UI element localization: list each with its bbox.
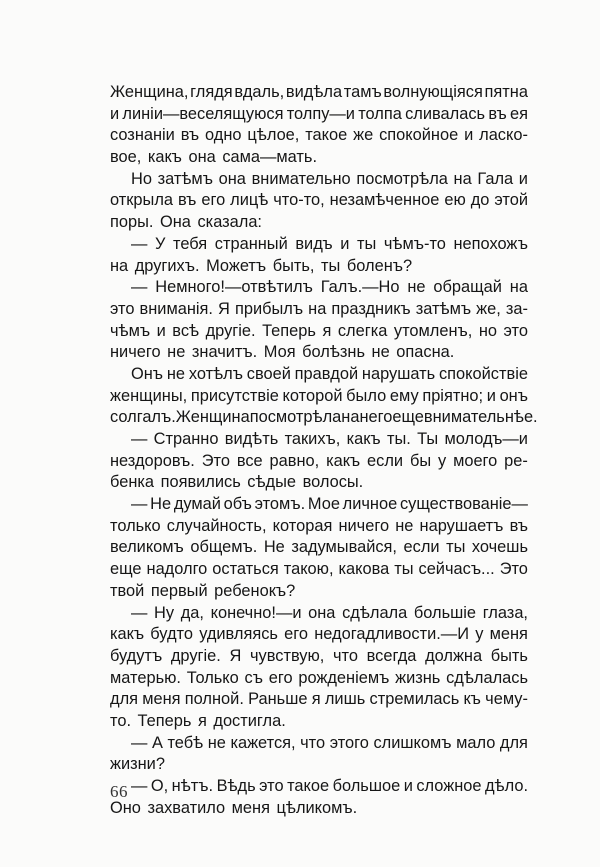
text-line: — У тебя странный видъ и ты чѣмъ-то непохожъ [131,234,528,253]
page-number: 66 [110,782,128,801]
text-line: вое, какъ она сама—мать. [110,148,318,167]
body-text [110,82,538,819]
text-line: бенка появились сѣдые волосы. [110,473,364,492]
text-line: — Странно видѣть такихъ, какъ ты. Ты молодъ—и [131,430,528,448]
text-line: женщины, присутствіе которой было ему пріятно; и онъ [110,386,528,405]
text-line: открыла въ его лицѣ что-то, незамѣченное ею до этой [110,191,528,210]
text-line: — О, нѣтъ. Вѣдь это такое большое и сложное дѣло. [131,777,528,795]
text-line: сознаніи въ одно цѣлое, такое же спокойное и ласко- [110,126,528,145]
text-line: — Ну да, конечно!—и она сдѣлала большіе глаза, [131,603,528,622]
text-line: — А тебѣ не кажется, что этого слишкомъ мало для [131,733,528,752]
text-line: для меня полной. Раньше я лишь стремилась къ чему- [110,690,528,709]
text-line: Женщина, глядя вдаль, видѣла тамъ волнующіяся пятна [110,83,528,101]
text-line: то. Теперь я достигла. [110,711,286,730]
text-line: будутъ другіе. Я чувствую, что всегда должна быть [110,646,528,665]
text-line: какъ будто удивляясь его недогадливости.—И у меня [110,625,528,644]
text-line: жизни? [110,755,165,774]
text-line: Но затѣмъ она внимательно посмотрѣла на Гала и [131,169,528,188]
text-line: только случайность, которая ничего не нарушаетъ въ [110,516,528,535]
text-line: — Немного!—отвѣтилъ Галъ.—Но не обращай на [131,278,528,297]
text-line: великомъ общемъ. Не задумывайся, если ты хочешь [110,538,528,557]
text-line: твой первый ребенокъ? [110,581,296,600]
text-line: ничего не значитъ. Моя болѣзнь не опасна. [110,343,455,362]
text-line: матерью. Только съ его рожденіемъ жизнь сдѣлалась [110,668,528,687]
text-line: на другихъ. Можетъ быть, ты боленъ? [110,256,413,275]
text-line: еще надолго остаться такою, какова ты сейчасъ... Это [110,560,528,579]
text-line: это вниманія. Я прибылъ на праздникъ затѣмъ же, за- [110,299,528,318]
text-line: поры. Она сказала: [110,213,262,232]
text-line: чѣмъ и всѣ другіе. Теперь я слегка утомленъ, но это [110,321,528,340]
text-line: — Не думай объ этомъ. Мое личное существованіе— [131,495,528,514]
text-line: нездоровъ. Это все равно, какъ если бы у моего ре- [110,451,528,470]
text-line: и линіи—веселящуюся толпу—и толпа сливалась въ ея [110,104,528,123]
text-line: Оно захватило меня цѣликомъ. [110,798,358,817]
text-line: Онъ не хотѣлъ своей правдой нарушать спокойствіе [131,364,528,383]
text-line: солгалъ. Женщина посмотрѣла на него еще внимательнѣе. [110,408,538,427]
